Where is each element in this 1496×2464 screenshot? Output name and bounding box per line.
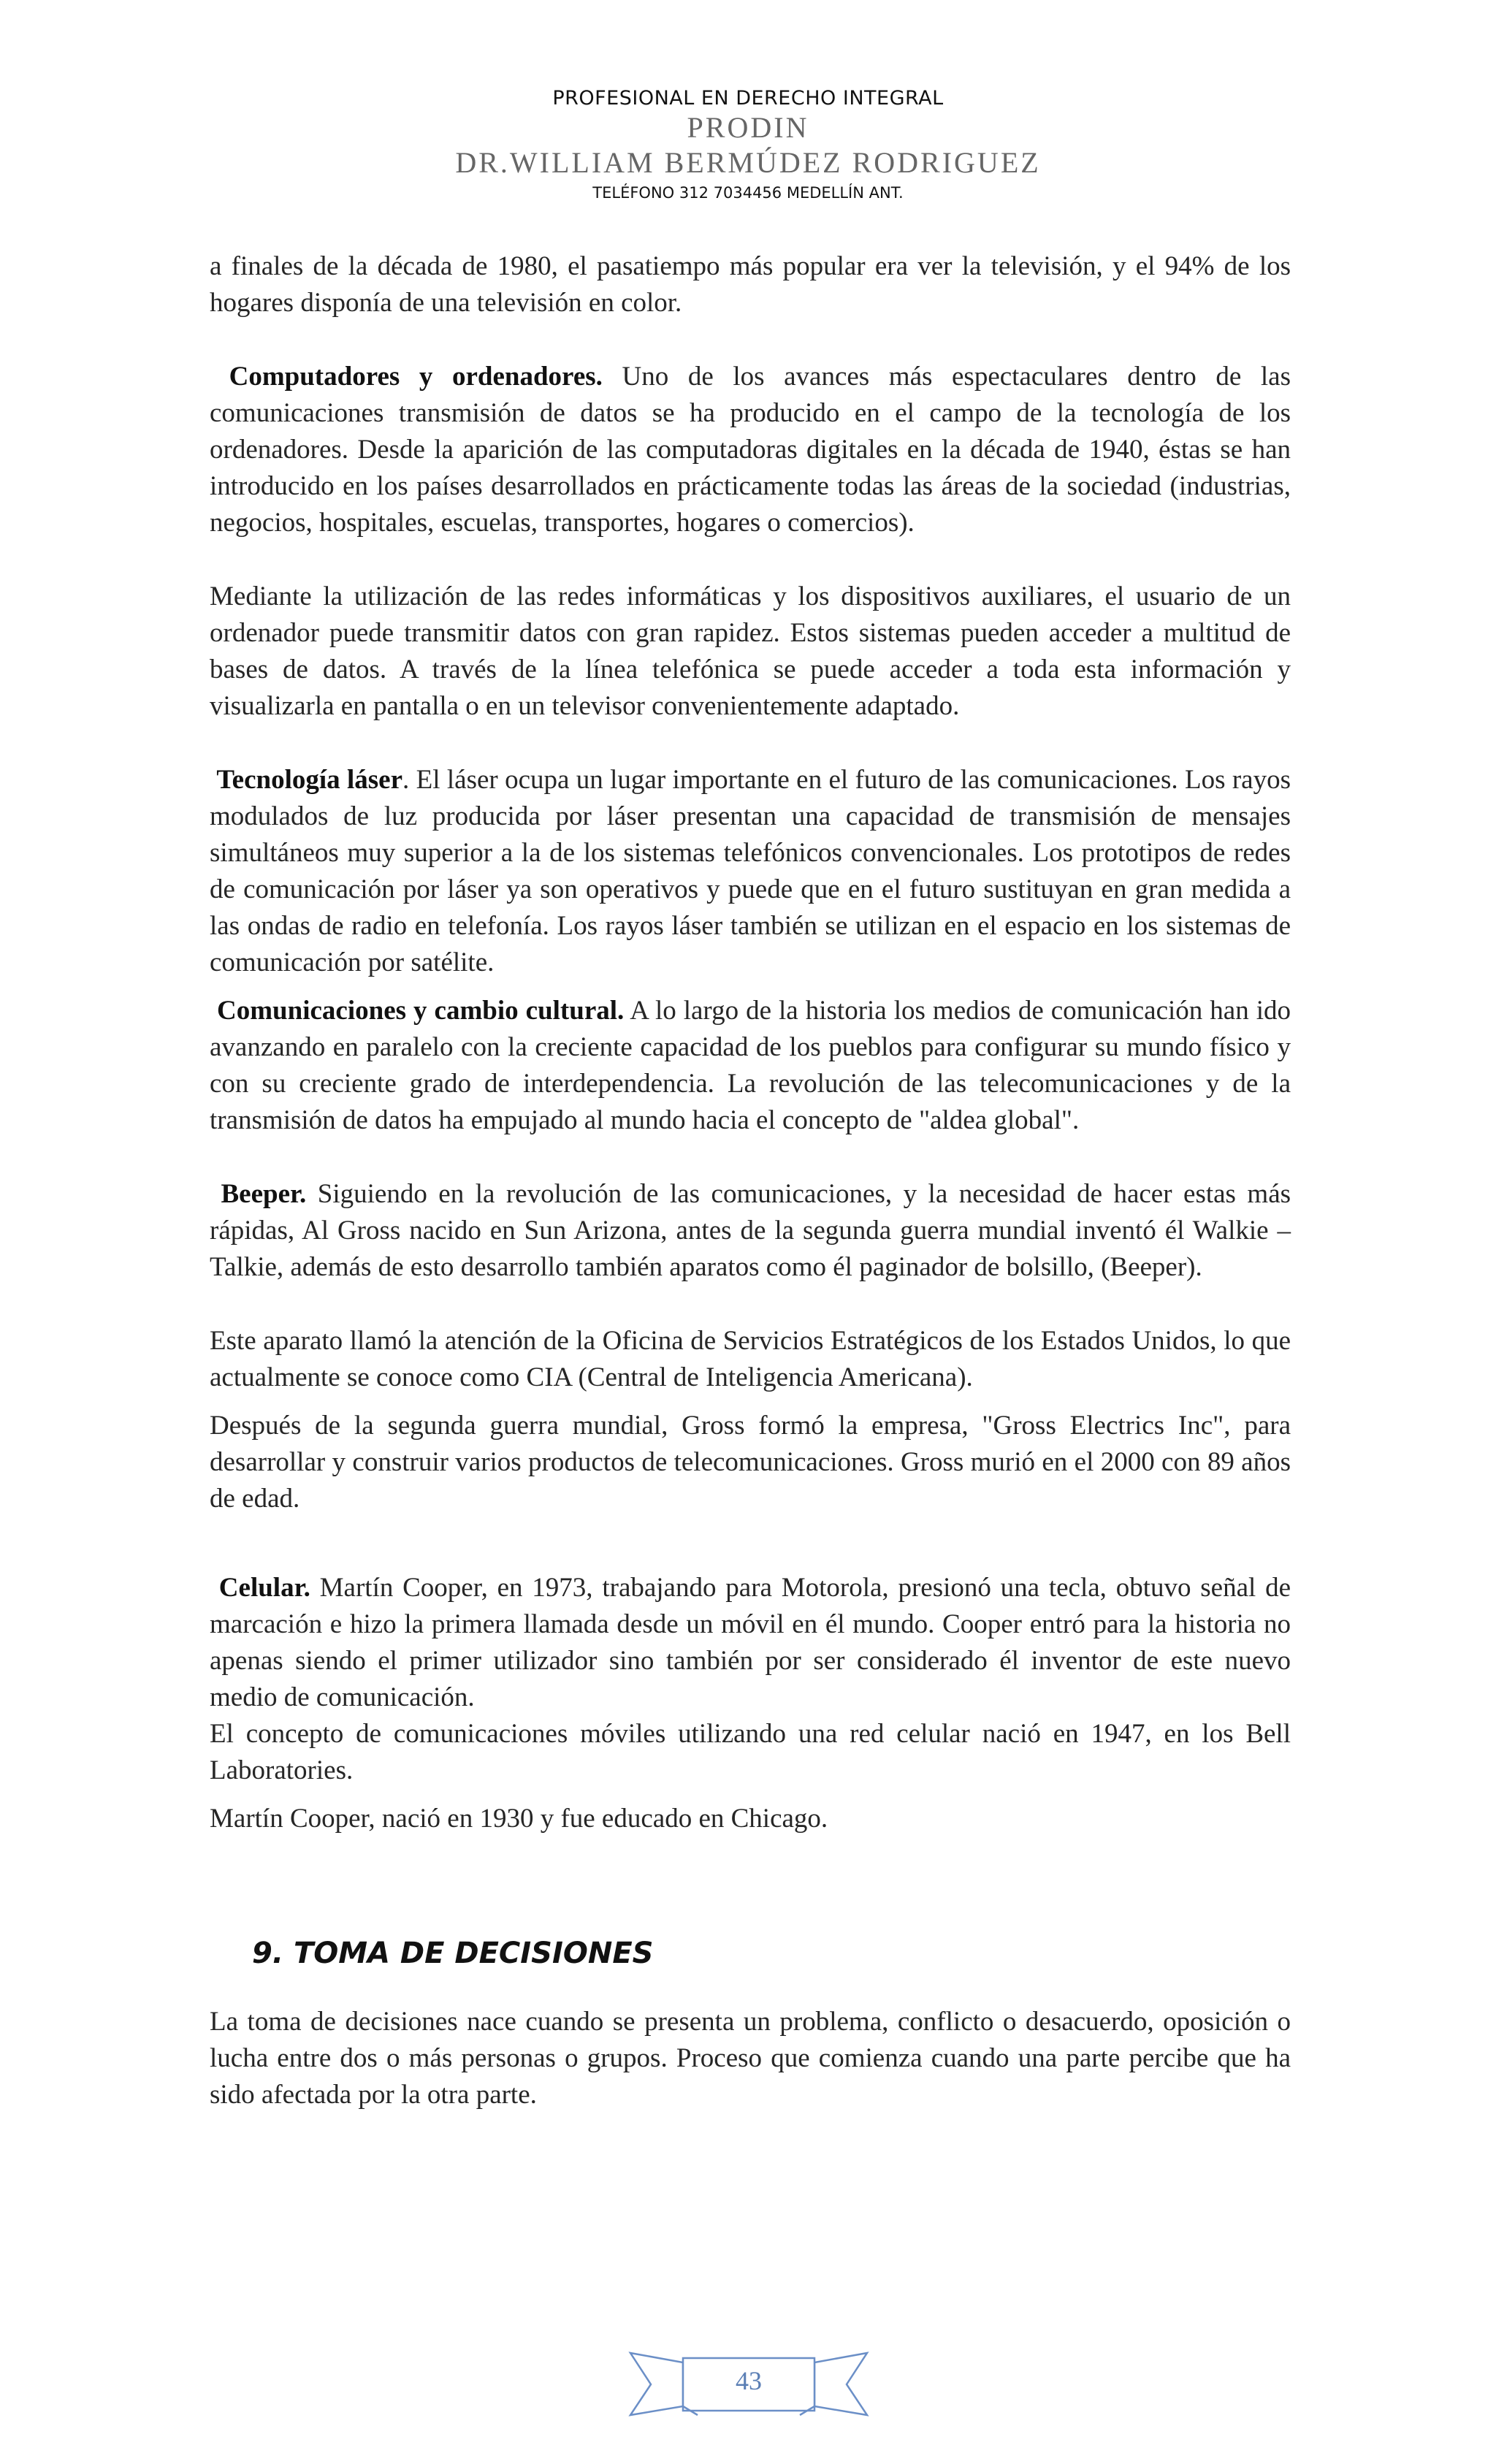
page-header <box>0 86 1496 205</box>
paragraph-text: a finales de la década de 1980, el pasatiempo más popular era ver la televisión, y el 94% de los hogares disponía de una televisión en color. <box>210 251 1291 318</box>
header-acronym: PRODIN <box>687 111 809 144</box>
paragraph-text: Martín Cooper, nació en 1930 y fue educado en Chicago. <box>210 1804 828 1834</box>
section-heading: 9. TOMA DE DECISIONES <box>252 1937 654 1970</box>
paragraph-text: Uno de los avances más espectaculares dentro de las comunicaciones transmisión de datos se ha producido en el campo de la tecnología de los ordenadores. Desde la aparición de las computadoras digitales en la década de 1940, éstas se han introducido en los países desarrollados en prácticamente todas las áreas de la sociedad (industrias, negocios, hospitales, escuelas, transportes, hogares o comercios). <box>210 362 1291 538</box>
paragraph-cambio-cultural <box>210 993 1291 1139</box>
paragraph-text: . El láser ocupa un lugar importante en el futuro de las comunicaciones. Los rayos modulados de luz producida por láser presentan una capacidad de transmisión de mensajes simultáneos muy superior a la de los sistemas telefónicos convencionales. Los prototipos de redes de comunicación por láser ya son operativos y puede que en el futuro sustituyan en gran medida a las ondas de radio en telefonía. Los rayos láser también se utilizan en el espacio en los sistemas de comunicación por satélite. <box>210 765 1291 977</box>
header-profession: PROFESIONAL EN DERECHO INTEGRAL <box>552 87 944 110</box>
paragraph-celular <box>210 1570 1291 1716</box>
paragraph-cia <box>210 1323 1291 1396</box>
header-phone: TELÉFONO 312 7034456 MEDELLÍN ANT. <box>592 184 904 202</box>
paragraph-gross <box>210 1408 1291 1517</box>
paragraph-text: La toma de decisiones nace cuando se presenta un problema, conflicto o desacuerdo, oposición o lucha entre dos o más personas o grupos. Proceso que comienza cuando una parte percibe que ha sido afectada por la otra parte. <box>210 2007 1291 2110</box>
paragraph-title: Beeper. <box>221 1179 307 1209</box>
document-body <box>210 248 1291 2113</box>
paragraph-title: Tecnología láser <box>216 765 403 795</box>
paragraph-text: Siguiendo en la revolución de las comunicaciones, y la necesidad de hacer estas más rápidas, Al Gross nacido en Sun Arizona, antes de la segunda guerra mundial inventó él Walkie – Talkie, además de esto desarrollo también aparatos como él paginador de bolsillo, (Beeper). <box>210 1179 1291 1282</box>
paragraph-title: Celular. <box>218 1573 310 1603</box>
paragraph-text: Martín Cooper, en 1973, trabajando para Motorola, presionó una tecla, obtuvo señal de marcación e hizo la primera llamada desde un móvil en él mundo. Cooper entró para la historia no apenas siendo el primer utilizador sino también por ser considerado él inventor de este nuevo medio de comunicación. <box>210 1573 1291 1712</box>
page-number: 43 <box>736 2366 762 2395</box>
paragraph-bell <box>210 1716 1291 1789</box>
paragraph-beeper <box>210 1176 1291 1286</box>
paragraph-television <box>210 248 1291 321</box>
paragraph-text: El concepto de comunicaciones móviles utilizando una red celular nació en 1947, en los Bell Laboratories. <box>210 1719 1291 1785</box>
paragraph-title: Computadores y ordenadores. <box>229 362 603 392</box>
paragraph-text: Mediante la utilización de las redes informáticas y los dispositivos auxiliares, el usuario de un ordenador puede transmitir datos con gran rapidez. Estos sistemas pueden acceder a multitud de bases de datos. A través de la línea telefónica se puede acceder a toda esta información y visualizarla en pantalla o en un televisor convenientemente adaptado. <box>210 581 1291 721</box>
paragraph-text: A lo largo de la historia los medios de comunicación han ido avanzando en paralelo con la creciente capacidad de los pueblos para configurar su mundo físico y con su creciente grado de interdependencia. La revolución de las telecomunicaciones y de la transmisión de datos ha empujado al mundo hacia el concepto de "aldea global". <box>210 996 1291 1135</box>
paragraph-laser <box>210 762 1291 981</box>
page-footer <box>625 2349 873 2422</box>
paragraph-text: Este aparato llamó la atención de la Oficina de Servicios Estratégicos de los Estados Unidos, lo que actualmente se conoce como CIA (Central de Inteligencia Americana). <box>210 1326 1291 1392</box>
paragraph-cooper <box>210 1801 1291 1837</box>
paragraph-computadores <box>210 359 1291 541</box>
paragraph-title: Comunicaciones y cambio cultural. <box>217 996 625 1026</box>
header-author: DR.WILLIAM BERMÚDEZ RODRIGUEZ <box>455 146 1041 179</box>
paragraph-toma-decisiones <box>210 2004 1291 2113</box>
paragraph-redes <box>210 579 1291 725</box>
paragraph-text: Después de la segunda guerra mundial, Gross formó la empresa, "Gross Electrics Inc", para desarrollar y construir varios productos de telecomunicaciones. Gross murió en el 2000 con 89 años de edad. <box>210 1411 1291 1514</box>
